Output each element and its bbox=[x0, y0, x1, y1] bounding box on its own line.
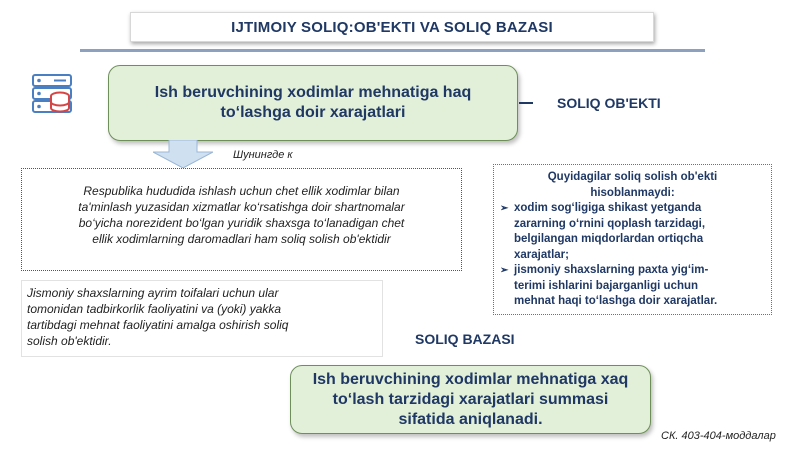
tax-base-box bbox=[290, 365, 651, 434]
individual-entrepreneur-description bbox=[21, 280, 383, 357]
exemption-line: mehnat haqi to‘lashga doir xarajatlar. bbox=[514, 295, 718, 307]
database-server-icon bbox=[30, 72, 74, 116]
tax-base-line: to‘lash tarzidagi xarajatlari summasi bbox=[332, 390, 609, 408]
description-line: tomonidan tadbirkorlik faoliyatini va (yoki) yakka bbox=[27, 302, 282, 316]
exemption-line: belgilangan miqdorlardan ortiqcha bbox=[514, 233, 704, 245]
arrow-bullet-icon: ➢ bbox=[500, 203, 509, 214]
exemption-item bbox=[500, 201, 765, 263]
exemption-line: terimi ishlarini bajarganligi uchun bbox=[514, 279, 699, 292]
exemption-line: zararning o‘rnini qoplash tarzidagi, bbox=[514, 217, 706, 230]
legal-reference: СК. 403-404-моддалар bbox=[661, 430, 776, 442]
tax-base-line: sifatida aniqlanadi. bbox=[398, 410, 543, 428]
tax-object-line: Ish beruvchining xodimlar mehnatiga haq bbox=[154, 84, 472, 101]
description-line: Jismoniy shaxslarning ayrim toifalari uchun ular bbox=[27, 286, 279, 300]
exemptions-heading: hisoblanmaydi: bbox=[590, 186, 675, 199]
tax-base-line: Ish beruvchining xodimlar mehnatiga xaq bbox=[312, 370, 629, 388]
nonresident-description bbox=[21, 168, 462, 271]
arrow-bullet-icon: ➢ bbox=[500, 265, 509, 276]
exemptions-box bbox=[493, 164, 772, 315]
description-line: Respublika hududida ishlash uchun chet ellik xodimlar bilan bbox=[83, 184, 400, 198]
description-line: solish ob'ektidir. bbox=[27, 334, 112, 348]
tax-object-line: to‘lashga doir xarajatlari bbox=[220, 104, 406, 121]
description-line: ellik xodimlarning daromadlari ham soliq solish ob'ektidir bbox=[92, 232, 391, 246]
description-line: tartibdagi mehnat faoliyatini amalga oshirish soliq bbox=[27, 318, 289, 332]
tax-object-box bbox=[108, 65, 518, 141]
exemption-line: xarajatlar; bbox=[514, 248, 569, 261]
tax-base-label: SOLIQ BAZASI bbox=[415, 331, 515, 347]
also-note: Шунингде к bbox=[233, 149, 293, 161]
exemptions-heading: Quyidagilar soliq solish ob'ekti bbox=[547, 171, 718, 183]
exemption-item bbox=[500, 263, 765, 310]
exemption-line: xodim sog‘ligiga shikast yetganda bbox=[514, 202, 702, 214]
exemption-line: jismoniy shaxslarning paxta yig‘im- bbox=[514, 264, 709, 276]
description-line: ta'minlash yuzasidan xizmatlar ko‘rsatishga doir shartnomalar bbox=[78, 200, 405, 214]
title-divider bbox=[80, 49, 705, 52]
down-arrow-icon bbox=[153, 140, 213, 168]
slide-title: IJTIMOIY SOLIQ:OB'EKTI VA SOLIQ BAZASI bbox=[130, 12, 654, 42]
description-line: bo‘yicha norezident bo‘lgan yuridik shaxsga to‘lanadigan chet bbox=[78, 216, 405, 230]
connector-dash bbox=[519, 102, 533, 104]
tax-object-label: SOLIQ OB'EKTI bbox=[557, 95, 661, 111]
